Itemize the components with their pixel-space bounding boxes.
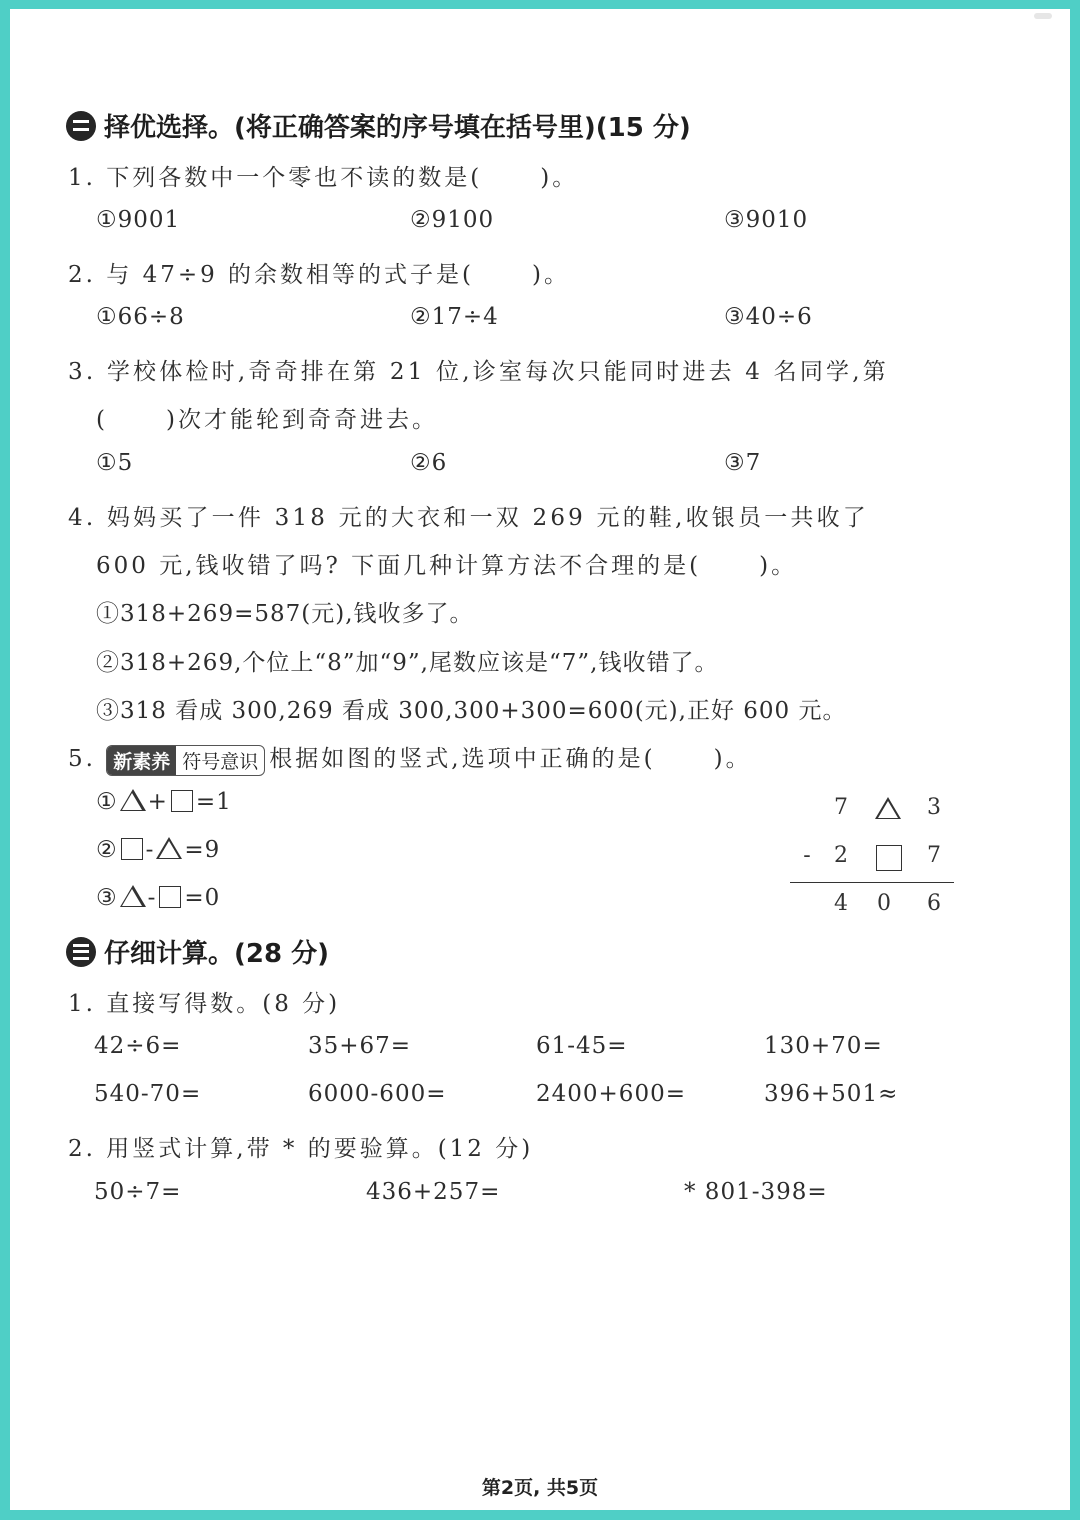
paren-open: ( [96,407,108,433]
triangle-icon [156,837,182,859]
operator: - [145,837,155,863]
question-5-number: 5. [68,746,96,772]
option-rest: =0 [184,885,221,911]
operator: - [147,885,157,911]
question-3-line-2 [96,401,438,434]
calc-item: 2400+600= [536,1081,686,1107]
square-icon [873,845,903,872]
vertical-calc-item: * 801-398= [684,1179,828,1205]
section-3-title: 仔细计算。(28 分) [104,939,329,969]
calc-item: 130+70= [764,1033,883,1059]
section-number-two-icon [66,111,96,141]
square-icon [121,838,143,860]
q3-option-3: ③7 [724,450,762,476]
calc-item: 6000-600= [308,1081,447,1107]
q2-option-1: ①66÷8 [96,304,185,330]
scan-artifact [1034,13,1052,19]
square-icon [159,886,181,908]
q4-option-2: ②318+269,个位上“8”加“9”,尾数应该是“7”,钱收错了。 [96,650,719,676]
question-3-line-1: 3. 学校体检时,奇奇排在第 21 位,诊室每次只能同时进去 4 名同学,第 [68,359,889,385]
tag-new-literacy: 新素养 [107,746,176,775]
vertical-calc-item: 50÷7= [94,1179,182,1205]
minus-sign: - [803,843,811,868]
option-number: ① [96,789,118,815]
q2-option-3: ③40÷6 [724,304,813,330]
triangle-icon [873,797,903,821]
result-ones: 6 [927,891,941,916]
section-2-heading [66,107,691,144]
worksheet-page [10,9,1070,1510]
calc-item: 540-70= [94,1081,202,1107]
section-2-title: 择优选择。(将正确答案的序号填在括号里)(15 分) [104,113,691,143]
question-5-stem: 根据如图的竖式,选项中正确的是( [269,746,656,772]
q4-option-3: ③318 看成 300,269 看成 300,300+300=600(元),正好 600 元。 [96,698,847,724]
q1-option-3: ③9010 [724,207,809,233]
option-number: ③ [96,885,118,911]
operator: + [147,789,168,815]
q1-option-1: ①9001 [96,207,181,233]
tag-symbol-sense: 符号意识 [182,750,259,773]
square-icon [171,790,193,812]
q4-option-1: ①318+269=587(元),钱收多了。 [96,601,474,627]
question-1-stem: 1. 下列各数中一个零也不读的数是( [68,165,483,191]
question-2 [68,256,570,289]
subtrahend-ones: 7 [927,843,941,868]
q2-option-2: ②17÷4 [410,304,499,330]
question-4-line-2 [96,547,797,580]
calc-item: 35+67= [308,1033,412,1059]
question-5-stem-end: )。 [713,746,752,772]
q3-option-2: ②6 [410,450,448,476]
question-4-stem: 600 元,钱收错了吗? 下面几种计算方法不合理的是( [96,553,702,579]
vertical-calc-item: 436+257= [366,1179,501,1205]
subtrahend-hundreds: 2 [834,843,848,868]
calc-item: 396+501≈ [764,1081,899,1107]
triangle-icon [120,789,146,811]
q5-option-2 [96,837,220,863]
result-line [790,882,954,883]
calc-item: 61-45= [536,1033,628,1059]
result-hundreds: 4 [834,891,848,916]
question-1-stem-end: )。 [540,165,579,191]
question-5 [68,740,752,776]
question-3-stem-end: )次才能轮到奇奇进去。 [165,407,438,433]
triangle-icon [120,885,146,907]
calc-question-1: 1. 直接写得数。(8 分) [68,991,341,1017]
calc-item: 42÷6= [94,1033,182,1059]
literacy-tag [106,745,265,776]
section-number-three-icon [66,937,96,967]
option-number: ② [96,837,118,863]
question-4-line-1: 4. 妈妈买了一件 318 元的大衣和一双 269 元的鞋,收银员一共收了 [68,505,870,531]
section-3-heading [66,933,329,970]
question-4-stem-end: )。 [759,553,798,579]
page-number: 第2页, 共5页 [481,1477,599,1499]
minuend-ones: 3 [927,795,941,820]
q5-option-3 [96,885,220,911]
question-2-stem-end: )。 [532,262,571,288]
option-rest: =1 [195,789,232,815]
calc-question-2: 2. 用竖式计算,带 * 的要验算。(12 分) [68,1136,534,1162]
question-2-stem: 2. 与 47÷9 的余数相等的式子是( [68,262,475,288]
minuend-hundreds: 7 [834,795,848,820]
q5-option-1 [96,789,232,815]
question-1 [68,159,578,192]
q3-option-1: ①5 [96,450,134,476]
result-tens: 0 [877,891,891,916]
option-rest: =9 [184,837,221,863]
q1-option-2: ②9100 [410,207,495,233]
